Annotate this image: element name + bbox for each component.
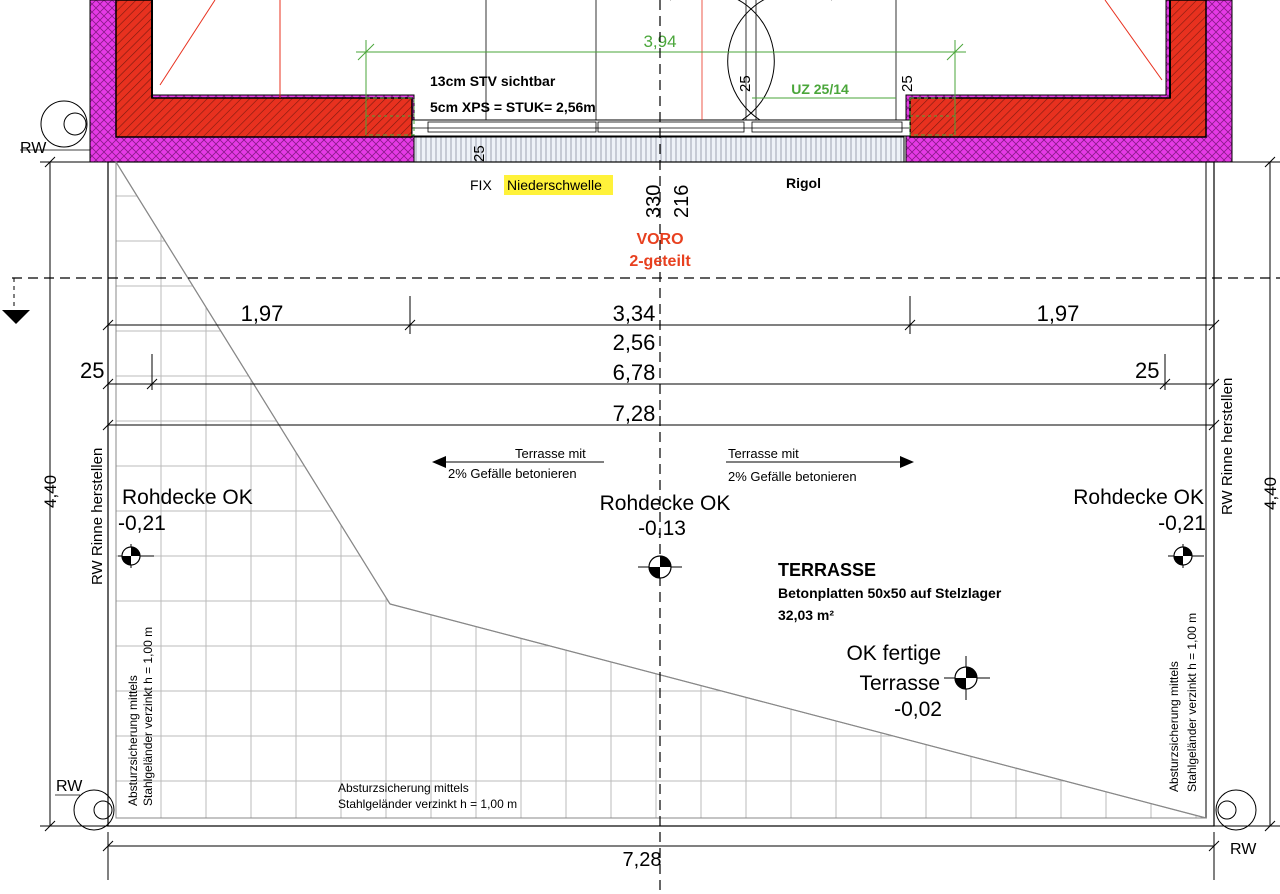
dim-25-left-wall: 25 (737, 75, 754, 92)
absturz-bottom-line1: Absturzsicherung mittels (338, 781, 469, 795)
fix-label: FIX (470, 177, 492, 193)
gefaelle-left-line2: 2% Gefälle betonieren (448, 466, 577, 481)
stv-label: 13cm STV sichtbar (430, 73, 556, 89)
dim-728-bottom: 7,28 (622, 849, 662, 871)
dim-216: 216 (671, 184, 693, 218)
voro-sub-label: 2-geteilt (629, 253, 691, 270)
uz-label: UZ 25/14 (791, 81, 849, 97)
dim-256: 2,56 (612, 330, 656, 355)
rw-drain-bottom-right (1216, 790, 1256, 830)
niederschwelle-label: Niederschwelle (507, 177, 602, 193)
gefaelle-right-line2: 2% Gefälle betonieren (728, 469, 857, 484)
dim-25-door: 25 (471, 145, 488, 162)
dim-330: 330 (643, 184, 665, 218)
dim-334: 3,34 (612, 301, 656, 326)
ok-fertig-line3: -0,02 (894, 698, 942, 721)
dim-197-right: 1,97 (1036, 301, 1080, 326)
rw-drain-bottom-left (55, 790, 114, 830)
gefaelle-left-line1: Terrasse mit (515, 446, 586, 461)
absturz-right-line1: Absturzsicherung mittels (1167, 661, 1181, 792)
dim-25-left-2: 25 (80, 358, 105, 383)
rinne-left-label: RW Rinne herstellen (89, 447, 106, 585)
rohdecke-right-value: -0,21 (1158, 512, 1206, 535)
height-right-label: 4,40 (1261, 476, 1280, 510)
dim-197-left: 1,97 (240, 301, 284, 326)
rw-bottom-left-label: RW (56, 778, 83, 795)
absturz-right-line2: Stahlgeländer verzinkt h = 1,00 m (1185, 612, 1199, 792)
dim-678: 6,78 (612, 360, 656, 385)
rohdecke-mid-title: Rohdecke OK (599, 492, 731, 515)
terrasse-sub: Betonplatten 50x50 auf Stelzlager (778, 585, 1002, 601)
dim-25-right-2: 25 (1135, 358, 1160, 383)
gefaelle-right-line1: Terrasse mit (728, 446, 799, 461)
dim-728: 7,28 (612, 401, 656, 426)
rohdecke-left-title: Rohdecke OK (122, 486, 253, 509)
absturz-bottom-line2: Stahlgeländer verzinkt h = 1,00 m (338, 797, 518, 811)
ok-fertig-line1: OK fertige (846, 642, 941, 665)
dim-394: 3,94 (643, 32, 677, 51)
rohdecke-left-value: -0,21 (118, 512, 166, 535)
rohdecke-mid-value: -0,13 (638, 517, 686, 540)
section-arrow-icon (2, 310, 30, 324)
ok-fertig-line2: Terrasse (859, 672, 940, 695)
height-left-label: 4,40 (41, 474, 60, 508)
terrasse-area: 32,03 m² (778, 607, 835, 623)
rw-bottom-right-label: RW (1230, 841, 1257, 858)
rinne-right-label: RW Rinne herstellen (1219, 377, 1236, 515)
rohdecke-right-title: Rohdecke OK (1073, 486, 1204, 509)
rigol-label: Rigol (786, 175, 821, 191)
rw-top-left-label: RW (20, 140, 47, 157)
absturz-left-line1: Absturzsicherung mittels (126, 675, 140, 806)
dim-25-right-wall: 25 (899, 75, 916, 92)
terrasse-title: TERRASSE (778, 560, 877, 580)
xps-label: 5cm XPS = STUK= 2,56m (430, 99, 596, 115)
voro-label: VORO (636, 231, 684, 248)
absturz-left-line2: Stahlgeländer verzinkt h = 1,00 m (141, 626, 155, 806)
